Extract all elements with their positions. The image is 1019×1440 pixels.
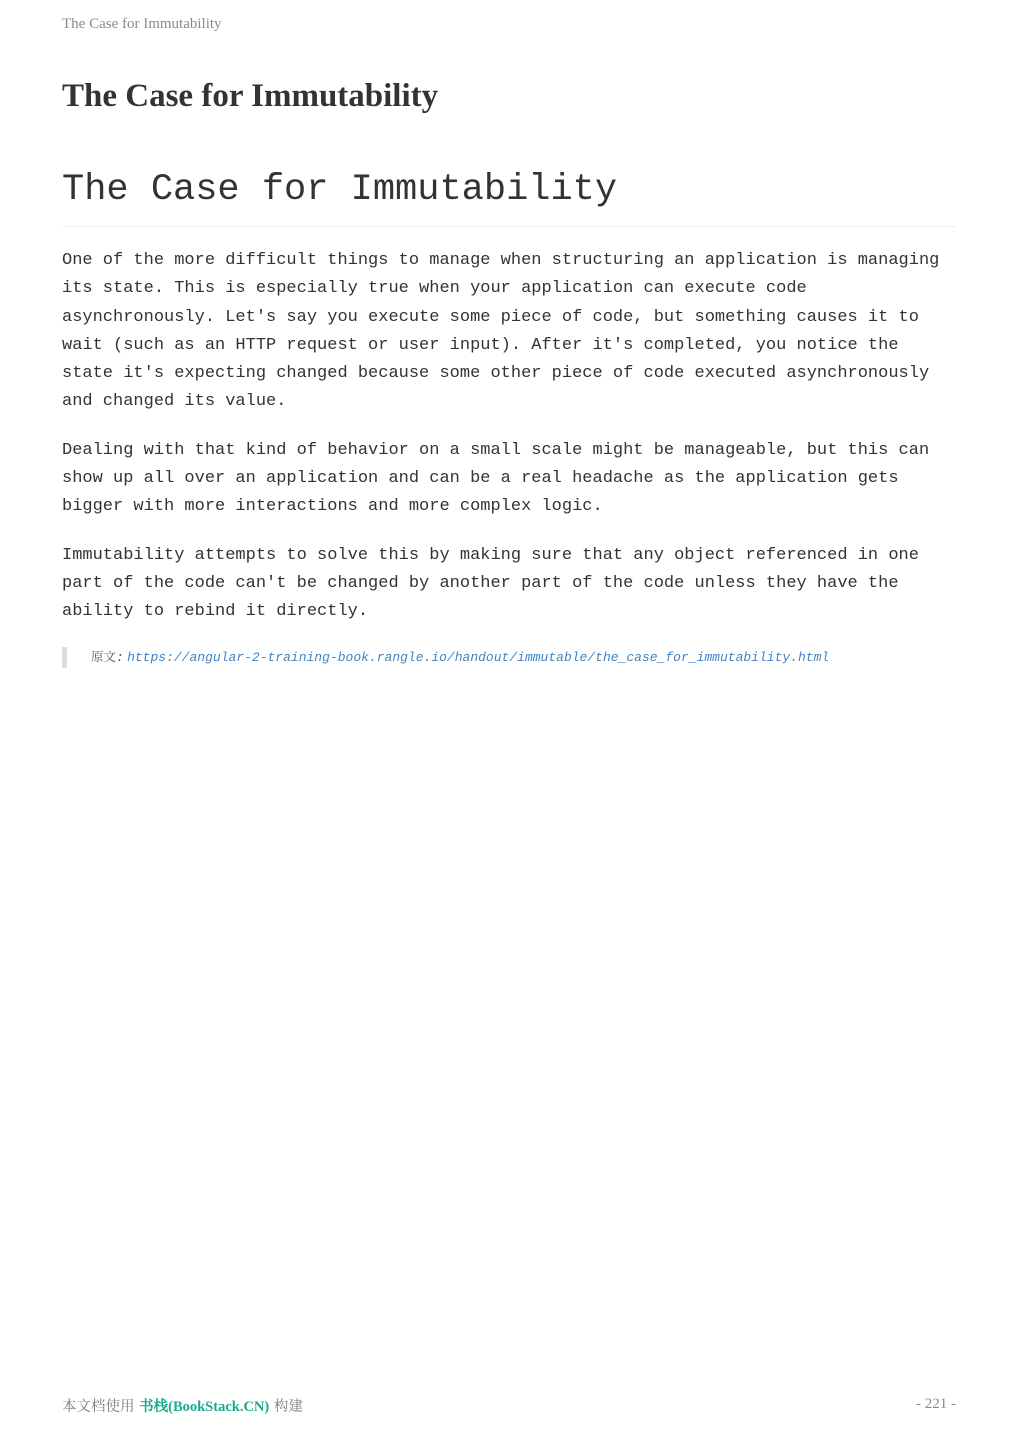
footer-suffix: 构建 xyxy=(273,1399,303,1415)
source-label: 原文 xyxy=(91,648,117,664)
source-link[interactable]: https://angular-2-training-book.rangle.io/handout/immutable/the_case_for_immutability.html xyxy=(127,649,830,665)
brand-cn: 书栈 xyxy=(139,1399,169,1415)
source-quote xyxy=(62,647,956,668)
paragraph-scale-headache: Dealing with that kind of behavior on a small scale might be manageable, but this can show up all over an application and can be a real headache as the application gets bigger with more interactions and more complex logic. xyxy=(62,440,930,517)
paragraph-state-management: One of the more difficult things to manage when structuring an application is managing its state. This is especially true when your application can execute code asynchronously. Let's say you execute some piece of code, but something causes it to wait (such as an HTTP request or user input). After it's completed, you notice the state it's expecting changed because some other piece of code executed asynchronously and changed its value. xyxy=(62,251,940,412)
brand-en: (BookStack.CN) xyxy=(168,1399,270,1415)
running-header: The Case for Immutability xyxy=(62,16,222,32)
footer-credit xyxy=(62,1395,303,1416)
paragraph-immutability-solution: Immutability attempts to solve this by making sure that any object referenced in one part of the code can't be changed by another part of the code unless they have the ability to rebind it directly. xyxy=(62,545,919,622)
section-heading: The Case for Immutability xyxy=(62,166,956,227)
source-colon: : xyxy=(116,649,124,665)
article-content xyxy=(62,166,956,681)
chapter-title: The Case for Immutability xyxy=(62,78,439,114)
footer-prefix: 本文档使用 xyxy=(62,1399,135,1415)
page-number: - 221 - xyxy=(916,1396,956,1412)
bookstack-link[interactable] xyxy=(139,1399,269,1415)
